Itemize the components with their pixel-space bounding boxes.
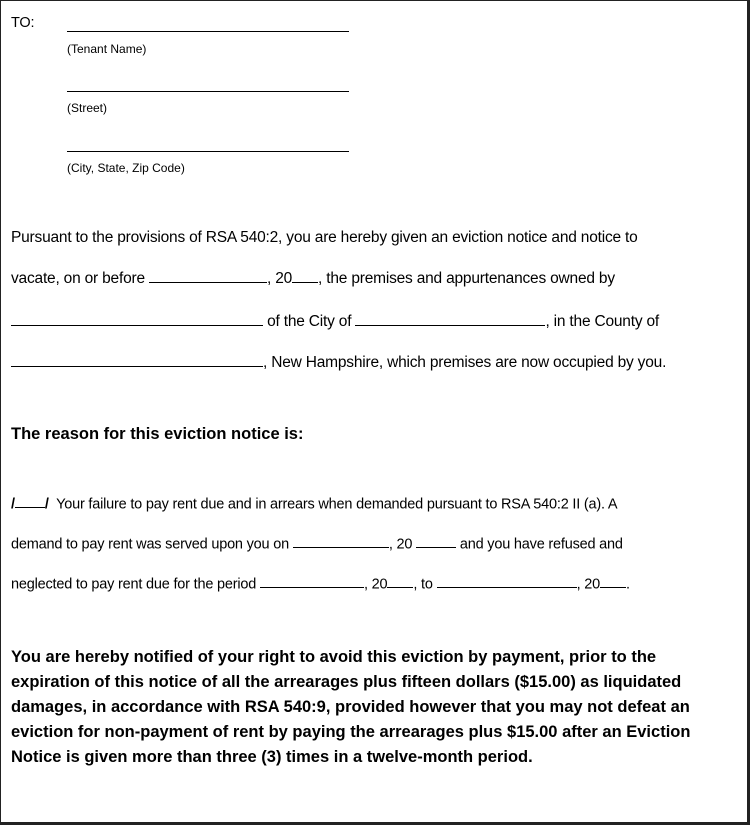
county-blank (11, 353, 263, 367)
city-label: (City, State, Zip Code) (67, 161, 185, 175)
reason-line-3-text-a: neglected to pay rent due for the period (11, 576, 257, 593)
demand-date-blank (293, 535, 389, 548)
city-blank (355, 312, 545, 326)
notice-line-2 (11, 269, 615, 288)
reason-line-1-text: Your failure to pay rent due and in arrears when demanded pursuant to RSA 540:2 II (a). A (56, 496, 618, 513)
reason-heading: The reason for this eviction notice is: (11, 425, 304, 443)
reason-line-3 (11, 575, 630, 592)
reason-checkbox-blank[interactable] (15, 495, 45, 508)
vacate-date-blank (149, 269, 267, 283)
notice-line-3-text-a: of the City of (267, 313, 352, 331)
reason-line-1 (11, 495, 617, 512)
to-label: TO: (11, 15, 35, 31)
period-start-year-blank (387, 575, 413, 588)
vacate-year-blank (292, 269, 318, 283)
notice-line-4 (11, 353, 666, 372)
notice-line-2-text-c: , the premises and appurtenances owned by (318, 270, 615, 288)
tenant-name-label: (Tenant Name) (67, 42, 147, 56)
reason-line-2-text-b: , 20 (388, 536, 413, 553)
street-line (67, 91, 349, 92)
reason-line-3-text-c: , to (413, 576, 433, 593)
reason-line-2 (11, 535, 623, 552)
period-end-year-blank (600, 575, 626, 588)
notice-line-2-text-b: , 20 (266, 270, 293, 288)
notice-line-3-text-b: , in the County of (545, 313, 660, 331)
reason-line-3-text-d: , 20 (576, 576, 600, 593)
reason-line-3-text-b: , 20 (363, 576, 388, 593)
notice-line-2-text-a: vacate, on or before (11, 270, 145, 288)
demand-year-blank (416, 535, 456, 548)
street-label: (Street) (67, 101, 108, 115)
checkbox-close-slash: / (44, 496, 49, 513)
rights-paragraph: You are hereby notified of your right to avoid this eviction by payment, prior to the expiration of this notice of all the arrearages plus fifteen dollars ($15.00) as liquidated damages, in accordance with RSA 540:9, provided however that you may not defeat an eviction for non-payment of rent by paying the arrearages plus $15.00 after an Eviction Notice is given more than three (3) times in a twelve-month period. (11, 648, 691, 766)
reason-line-2-text-c: and you have refused and (459, 536, 623, 553)
period-end-blank (437, 575, 577, 588)
notice-line-1: Pursuant to the provisions of RSA 540:2, you are hereby given an eviction notice and notice to (11, 229, 638, 246)
tenant-name-line (67, 31, 349, 32)
notice-line-3 (11, 312, 659, 331)
owner-blank (11, 312, 263, 326)
notice-line-4-text-a: , New Hampshire, which premises are now occupied by you. (263, 354, 667, 372)
period-start-blank (260, 575, 364, 588)
city-line (67, 151, 349, 152)
reason-line-2-text-a: demand to pay rent was served upon you on (11, 536, 289, 553)
checkbox-open-slash: / (11, 496, 15, 513)
reason-line-3-text-e: . (625, 576, 630, 593)
